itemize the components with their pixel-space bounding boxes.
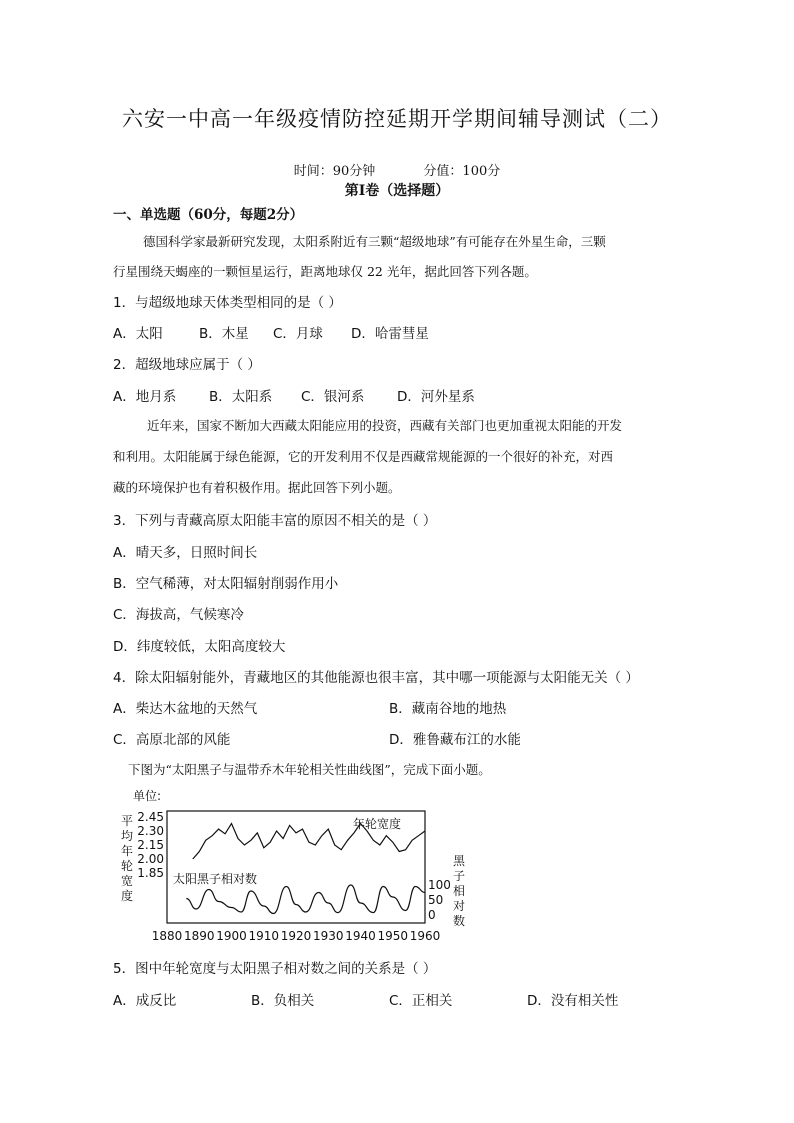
volume-heading: 第Ⅰ卷（选择题）: [344, 183, 450, 199]
question-stem: 1．与超级地球天体类型相同的是（ ）: [113, 295, 342, 311]
left-axis-label-char: 平: [121, 814, 134, 828]
option-c[interactable]: C．月球: [273, 326, 323, 342]
left-axis-label: [121, 814, 133, 903]
option-d[interactable]: D．哈雷彗星: [351, 326, 429, 342]
question-options: [113, 697, 665, 717]
passage-line: 下图为“太阳黑子与温带乔木年轮相关性曲线图”，完成下面小题。: [128, 762, 491, 777]
left-axis-label-char: 度: [121, 889, 134, 903]
option-a[interactable]: A．地月系: [113, 389, 177, 405]
x-axis-ticks: [152, 929, 441, 943]
x-tick-label: 1950: [377, 929, 409, 943]
x-tick-label: 1880: [151, 929, 183, 943]
section-heading: 一、单选题（60分，每题2分）: [113, 207, 304, 223]
option-a[interactable]: A．晴天多，日照时间长: [113, 545, 258, 561]
left-tick-label: 1.85: [137, 866, 164, 880]
option-c[interactable]: C．银河系: [301, 389, 365, 405]
exam-title: 六安一中高一年级疫情防控延期开学期间辅导测试（二）: [122, 107, 672, 131]
option-d[interactable]: D．雅鲁藏布江的水能: [389, 732, 521, 748]
right-axis-label-char: 数: [453, 914, 466, 928]
right-axis-ticks: [428, 878, 451, 922]
question-options: [113, 989, 618, 1009]
left-axis-label-char: 均: [121, 829, 134, 843]
option-c[interactable]: C．海拔高，气候寒冷: [113, 607, 244, 623]
right-axis-label: [453, 854, 466, 928]
passage-line: 德国科学家最新研究发现，太阳系附近有三颗“超级地球”有可能存在外星生命，三颗: [143, 234, 606, 249]
left-axis-label-char: 轮: [121, 859, 134, 873]
left-tick-label: 2.45: [137, 810, 164, 824]
option-b[interactable]: B．藏南谷地的地热: [389, 701, 507, 717]
right-axis-label-char: 子: [453, 869, 466, 883]
question-stem: 4．除太阳辐射能外，青藏地区的其他能源也很丰富，其中哪一项能源与太阳能无关（ ）: [113, 670, 639, 686]
right-tick-label: 100: [428, 878, 451, 892]
exam-time: 时间：90分钟: [293, 164, 376, 179]
left-axis-ticks: [137, 810, 164, 880]
option-b[interactable]: B．木星: [199, 326, 249, 342]
option-c[interactable]: C．高原北部的风能: [113, 732, 231, 748]
question-stem: 2．超级地球应属于（ ）: [113, 357, 261, 373]
left-tick-label: 2.15: [137, 838, 164, 852]
option-a[interactable]: A．太阳: [113, 326, 163, 342]
question-options: [113, 385, 475, 405]
option-b[interactable]: B．太阳系: [209, 389, 273, 405]
x-tick-label: 1960: [409, 929, 441, 943]
exam-score: 分值：100分: [423, 164, 501, 179]
left-tick-label: 2.00: [137, 852, 164, 866]
passage-line: 近年来，国家不断加大西藏太阳能应用的投资，西藏有关部门也更加重视太阳能的开发: [147, 418, 623, 433]
exam-meta: [0, 160, 794, 179]
sunspot-tree-ring-chart: [115, 785, 475, 945]
series-line-sunspot: [186, 885, 425, 914]
right-axis-label-char: 黑: [453, 854, 466, 868]
option-d[interactable]: D．纬度较低，太阳高度较大: [113, 639, 286, 655]
left-axis-label-char: 宽: [121, 874, 134, 888]
left-axis-label-char: 年: [121, 844, 134, 858]
right-axis-label-char: 相: [453, 884, 466, 898]
x-tick-label: 1930: [312, 929, 344, 943]
question-stem: 3．下列与青藏高原太阳能丰富的原因不相关的是（ ）: [113, 513, 437, 529]
passage-line: 和利用。太阳能属于绿色能源，它的开发利用不仅是西藏常规能源的一个很好的补充，对西: [113, 449, 614, 464]
left-tick-label: 2.30: [137, 824, 164, 838]
x-tick-label: 1940: [345, 929, 376, 943]
right-tick-label: 50: [428, 893, 444, 907]
right-axis-label-char: 对: [453, 899, 466, 913]
option-a[interactable]: A．成反比: [113, 993, 177, 1009]
option-d[interactable]: D．河外星系: [397, 389, 475, 405]
question-options: [113, 322, 429, 342]
option-b[interactable]: B．负相关: [251, 993, 315, 1009]
passage-line: 藏的环境保护也有着积极作用。据此回答下列小题。: [113, 480, 401, 495]
x-tick-label: 1910: [248, 929, 280, 943]
x-tick-label: 1920: [280, 929, 312, 943]
passage-line: 行星围绕天蝎座的一颗恒星运行，距离地球仅 22 光年，据此回答下列各题。: [113, 264, 537, 279]
option-a[interactable]: A．柴达木盆地的天然气: [113, 701, 258, 717]
option-d[interactable]: D．没有相关性: [527, 993, 619, 1009]
option-c[interactable]: C．正相关: [389, 993, 453, 1009]
option-b[interactable]: B．空气稀薄，对太阳辐射削弱作用小: [113, 576, 339, 592]
unit-label: 单位:: [133, 789, 162, 803]
x-tick-label: 1890: [183, 929, 215, 943]
series-label-sunspot: 太阳黑子相对数: [173, 872, 258, 886]
series-label-ring-width: 年轮宽度: [353, 817, 402, 831]
x-tick-label: 1900: [216, 929, 247, 943]
question-stem: 5．图中年轮宽度与太阳黑子相对数之间的关系是（ ）: [113, 961, 437, 977]
question-options: [113, 728, 665, 748]
right-tick-label: 0: [428, 908, 436, 922]
